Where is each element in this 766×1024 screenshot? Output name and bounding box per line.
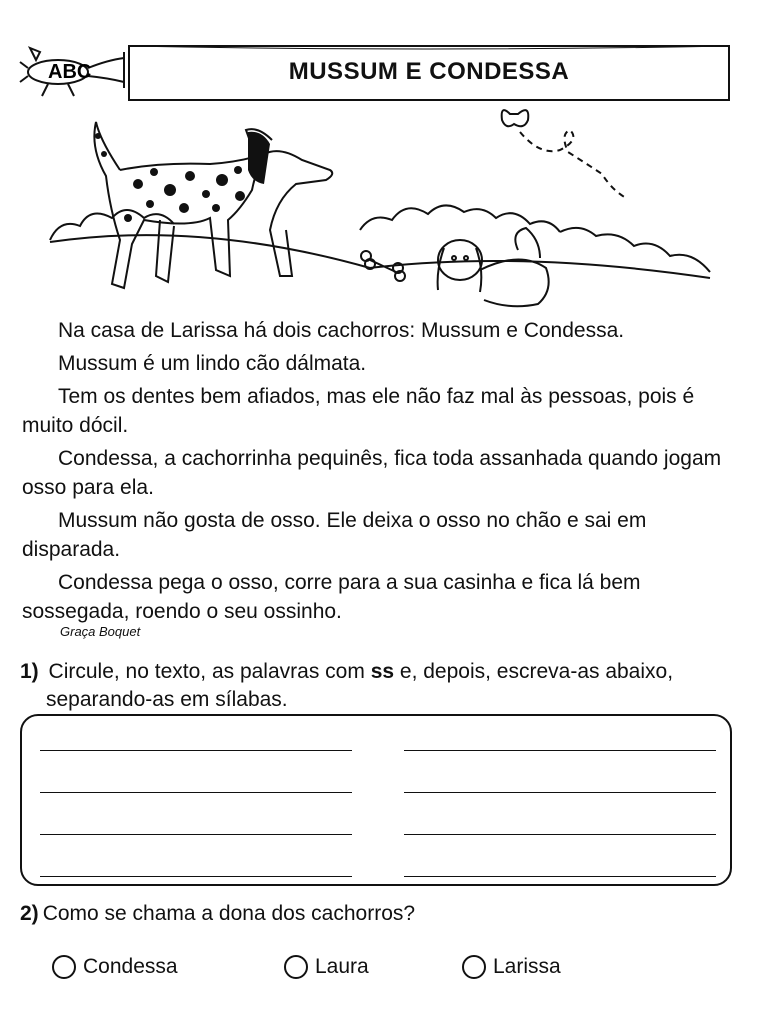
answer-box [20,714,732,886]
writing-line[interactable] [40,792,352,793]
writing-line[interactable] [404,876,716,877]
story-paragraph: Mussum é um lindo cão dálmata. [58,352,367,375]
question-2-text: Como se chama a dona dos cachorros? [42,902,416,925]
writing-line[interactable] [404,750,716,751]
story-paragraph: Tem os dentes bem afiados, mas ele não faz mal às pessoas, pois é muito dócil. [22,385,695,437]
question-1-number: 1) [20,660,39,683]
option-laura[interactable] [284,955,369,979]
dogs-scene-illustration [40,100,730,310]
writing-line[interactable] [40,834,352,835]
story-text [22,316,740,630]
answer-options [52,955,612,989]
writing-line[interactable] [40,876,352,877]
writing-line[interactable] [40,750,352,751]
option-label: Larissa [493,955,561,978]
radio-circle-icon[interactable] [462,955,486,979]
question-1-text-before: Circule, no texto, as palavras com [48,660,365,683]
question-1-bold-text: ss [370,660,395,683]
radio-circle-icon[interactable] [284,955,308,979]
story-paragraph: Condessa pega o osso, corre para a sua casinha e fica lá bem sossegada, roendo o seu ossinho. [22,571,641,623]
writing-line[interactable] [404,834,716,835]
option-label: Laura [315,955,369,978]
option-condessa[interactable] [52,955,178,979]
airplane-abc-illustration [18,38,133,100]
radio-circle-icon[interactable] [52,955,76,979]
writing-line[interactable] [404,792,716,793]
story-paragraph: Condessa, a cachorrinha pequinês, fica toda assanhada quando jogam osso para ela. [22,447,722,499]
question-1-text-after: e, depois, escreva-as abaixo, [399,660,674,683]
question-2 [20,902,415,926]
plane-logo-text: ABC [48,61,92,83]
option-larissa[interactable] [462,955,561,979]
question-1-line-2: separando-as em sílabas. [46,688,288,711]
page-title: MUSSUM E CONDESSA [288,58,570,85]
story-paragraph: Na casa de Larissa há dois cachorros: Mussum e Condessa. [58,319,625,342]
story-paragraph: Mussum não gosta de osso. Ele deixa o osso no chão e sai em disparada. [22,509,647,561]
option-label: Condessa [83,955,178,978]
question-2-number: 2) [20,902,39,925]
story-author: Graça Boquet [60,624,141,639]
question-1 [20,658,740,714]
